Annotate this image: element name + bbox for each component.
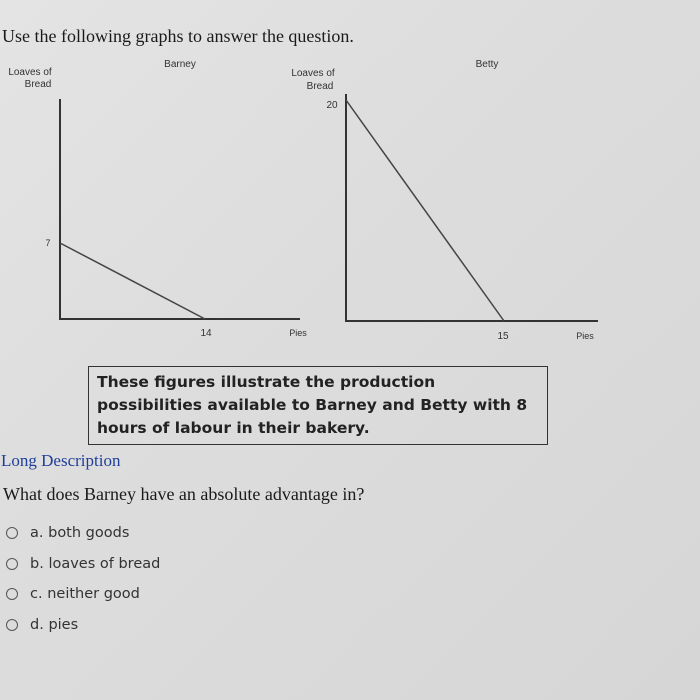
long-description-link[interactable]: Long Description bbox=[1, 451, 121, 470]
instruction-text: Use the following graphs to answer the question. bbox=[2, 26, 354, 46]
option-label: neither good bbox=[47, 586, 140, 603]
option-label: loaves of bread bbox=[48, 555, 161, 572]
option-d[interactable] bbox=[6, 610, 160, 641]
option-b[interactable] bbox=[6, 549, 160, 580]
betty-graph bbox=[291, 59, 598, 342]
barney-title: Barney bbox=[164, 59, 196, 70]
question-text: What does Barney have an absolute advantage in? bbox=[3, 484, 365, 504]
option-a[interactable] bbox=[6, 518, 160, 549]
radio-button-icon[interactable] bbox=[6, 619, 18, 631]
option-letter: d. bbox=[30, 616, 44, 633]
option-letter: b. bbox=[30, 555, 44, 572]
barney-y-label-2: Bread bbox=[24, 79, 52, 90]
betty-y-intercept-label: 20 bbox=[326, 100, 338, 111]
option-label: both goods bbox=[48, 525, 130, 542]
barney-x-intercept-label: 14 bbox=[200, 328, 212, 339]
production-possibilities-graphs bbox=[0, 50, 700, 350]
option-letter: c. bbox=[30, 586, 43, 603]
betty-y-label-1: Loaves of bbox=[291, 68, 335, 79]
betty-x-intercept-label: 15 bbox=[497, 331, 509, 342]
figure-caption: These figures illustrate the production possibilities available to Barney and Betty with 8 hours of labour in their bakery. bbox=[88, 366, 548, 445]
option-c[interactable] bbox=[6, 579, 160, 610]
betty-x-label: Pies bbox=[576, 331, 594, 341]
answer-options bbox=[6, 518, 160, 640]
barney-graph bbox=[8, 59, 307, 339]
option-letter: a. bbox=[30, 525, 44, 542]
radio-button-icon[interactable] bbox=[6, 558, 18, 570]
barney-x-label: Pies bbox=[289, 328, 307, 338]
betty-title: Betty bbox=[475, 59, 499, 70]
betty-ppf-line bbox=[346, 100, 504, 321]
radio-button-icon[interactable] bbox=[6, 527, 18, 539]
barney-ppf-line bbox=[60, 243, 205, 319]
betty-y-label-2: Bread bbox=[306, 81, 334, 92]
radio-button-icon[interactable] bbox=[6, 588, 18, 600]
barney-y-label-1: Loaves of bbox=[8, 67, 52, 78]
barney-y-intercept-label: 7 bbox=[45, 238, 51, 248]
option-label: pies bbox=[48, 616, 79, 633]
